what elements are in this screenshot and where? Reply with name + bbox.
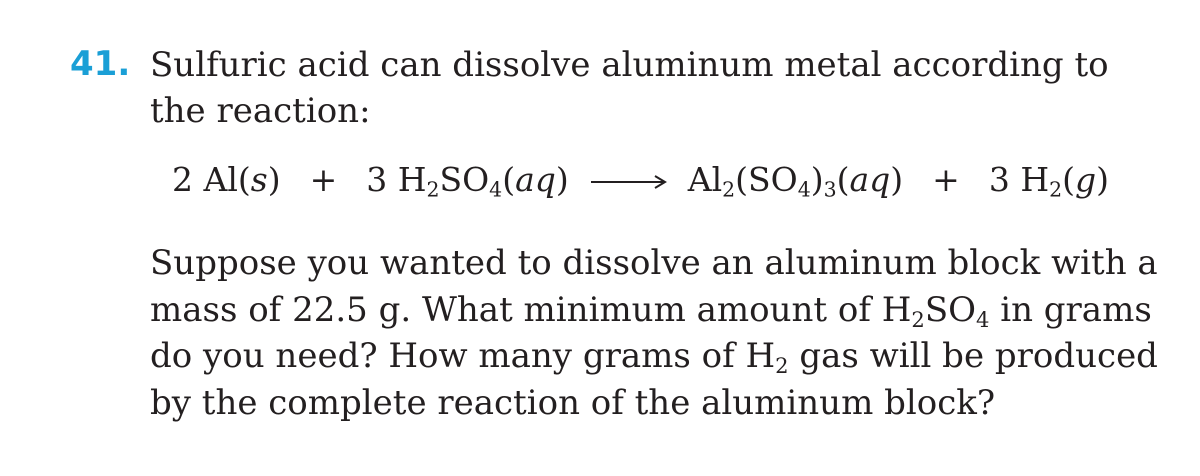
paren-open: ( (1062, 160, 1075, 199)
formula-part: SO (439, 160, 490, 199)
subscript: 2 (1049, 177, 1063, 202)
formula-part: 3 H (366, 160, 427, 199)
question-text: gas will be produced by the complete reaction of the aluminum block? (150, 336, 1158, 423)
paren-close: ) (890, 160, 904, 199)
problem-number: 41. (70, 44, 131, 84)
reaction-arrow-icon (589, 167, 669, 197)
paren-open: ( (502, 160, 516, 199)
subscript: 4 (975, 306, 990, 332)
paren-close: ) (1096, 160, 1109, 199)
subscript: 2 (911, 306, 925, 332)
chemical-equation (172, 158, 1109, 202)
reactant-sulfuric-acid (366, 160, 569, 202)
formula-part: 3 H (988, 160, 1050, 199)
question-text: SO (924, 289, 976, 330)
formula-part: (SO (735, 160, 798, 199)
question-text: in grams do you need? How many grams of H (150, 289, 1152, 376)
state-aqueous: aq (515, 160, 556, 199)
subscript: 2 (426, 177, 440, 202)
reactant-aluminum (172, 160, 281, 199)
state-aqueous: aq (849, 160, 891, 199)
formula-part: Al (687, 160, 723, 199)
formula-part: ) (810, 160, 824, 199)
subscript: 3 (823, 177, 837, 202)
reaction-arrow-svg (589, 167, 669, 197)
subscript: 2 (722, 177, 736, 202)
problem-question (150, 240, 1160, 426)
subscript: 4 (797, 177, 811, 202)
paren-close: ) (555, 160, 569, 199)
plus-sign: + (309, 160, 338, 199)
paren-close: ) (267, 160, 281, 199)
subscript: 2 (775, 352, 789, 378)
subscript: 4 (489, 177, 503, 202)
state-solid: s (250, 160, 268, 199)
product-hydrogen-gas (988, 160, 1109, 202)
reactant-aluminum-formula: 2 Al( (172, 160, 251, 199)
state-gas: g (1074, 160, 1097, 199)
paren-open: ( (836, 160, 850, 199)
problem-intro: Sulfuric acid can dissolve aluminum metal according to the reaction: (150, 45, 1109, 131)
plus-sign: + (932, 160, 960, 199)
question-text: Suppose you wanted to dissolve an aluminum block with a mass of 22.5 g. What minimum amount of H (150, 243, 1158, 330)
product-aluminum-sulfate (687, 160, 904, 202)
